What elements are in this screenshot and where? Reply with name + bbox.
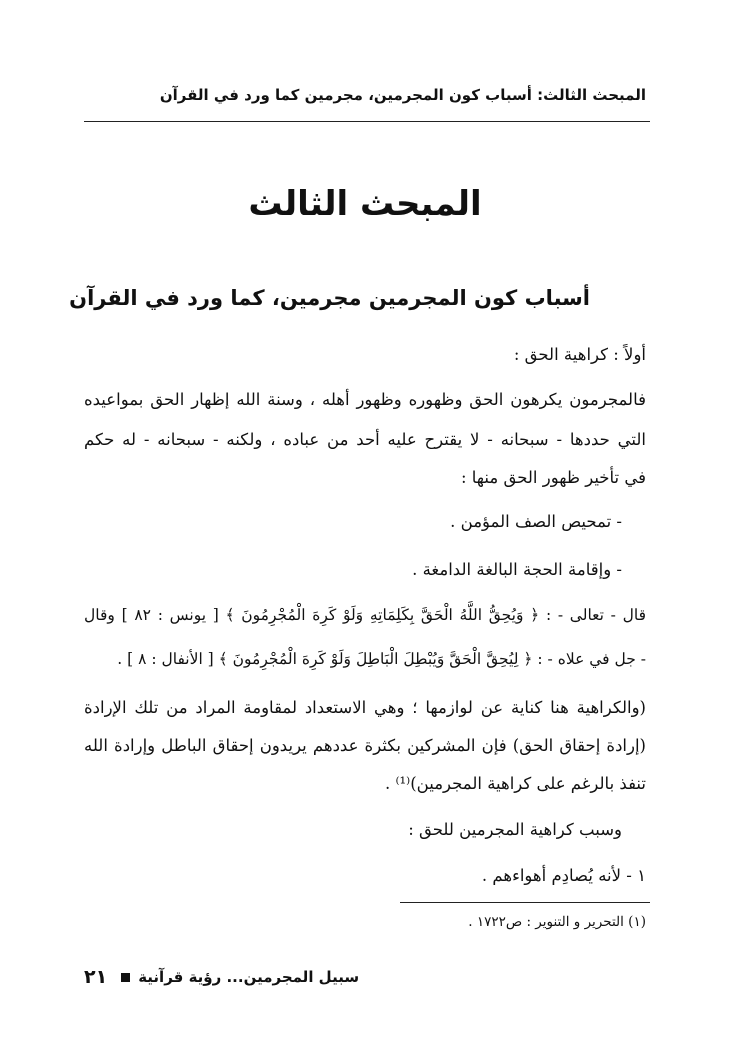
book-title: سبيل المجرمين... رؤية قرآنية (138, 968, 360, 986)
quran-quote-line: قال - تعالى - : ﴿ وَيُحِقُّ اللَّهُ الْحَقَّ بِكَلِمَاتِهِ وَلَوْ كَرِهَ الْمُجْرِمُونَ ﴾ [ يونس : ٨٢ ] وقال (84, 606, 647, 624)
body-line: فالمجرمون يكرهون الحق وظهوره وظهور أهله ، وسنة الله إظهار الحق بمواعيده (84, 390, 646, 409)
body-line: في تأخير ظهور الحق منها : (460, 468, 646, 487)
list-item: ١ - لأنه يُصادِم أهواءهم . (481, 866, 646, 885)
running-header: المبحث الثالث: أسباب كون المجرمين، مجرمين كما ورد في القرآن (159, 86, 646, 104)
subheading-cause: وسبب كراهية المجرمين للحق : (408, 820, 622, 839)
quote-line: تنفذ بالرغم على كراهية المجرمين)⁽¹⁾ . (385, 774, 646, 793)
header-rule (84, 121, 650, 122)
quote-line: (والكراهية هنا كناية عن لوازمها ؛ وهي الاستعداد لمقاومة المراد من تلك الإرادة (84, 698, 646, 717)
footnote: (١) التحرير و التنوير : ص١٧٢٢ . (468, 914, 646, 930)
chapter-title: المبحث الثالث (248, 184, 482, 224)
list-item: - تمحيص الصف المؤمن . (450, 512, 622, 531)
quote-line: (إرادة إحقاق الحق) فإن المشركين بكثرة عددهم يريدون إحقاق الباطل وإرادة الله (84, 736, 646, 755)
list-item: - وإقامة الحجة البالغة الدامغة . (412, 560, 622, 579)
body-line: التي حددها - سبحانه - لا يقترح عليه أحد من عباده ، ولكنه - سبحانه - له حكم (84, 430, 646, 449)
footer-square-marker (121, 973, 130, 982)
quran-quote-line: - جل في علاه - : ﴿ لِيُحِقَّ الْحَقَّ وَيُبْطِلَ الْبَاطِلَ وَلَوْ كَرِهَ الْمُجْرِمُونَ ﴾ [ الأنفال : ٨ ] . (117, 650, 646, 668)
page-footer (84, 966, 646, 988)
section-title: أسباب كون المجرمين مجرمين، كما ورد في القرآن (69, 286, 590, 310)
subheading-hating-truth: أولاً : كراهية الحق : (513, 345, 646, 364)
footnote-rule (400, 902, 650, 903)
page-number: ٢١ (84, 966, 108, 988)
